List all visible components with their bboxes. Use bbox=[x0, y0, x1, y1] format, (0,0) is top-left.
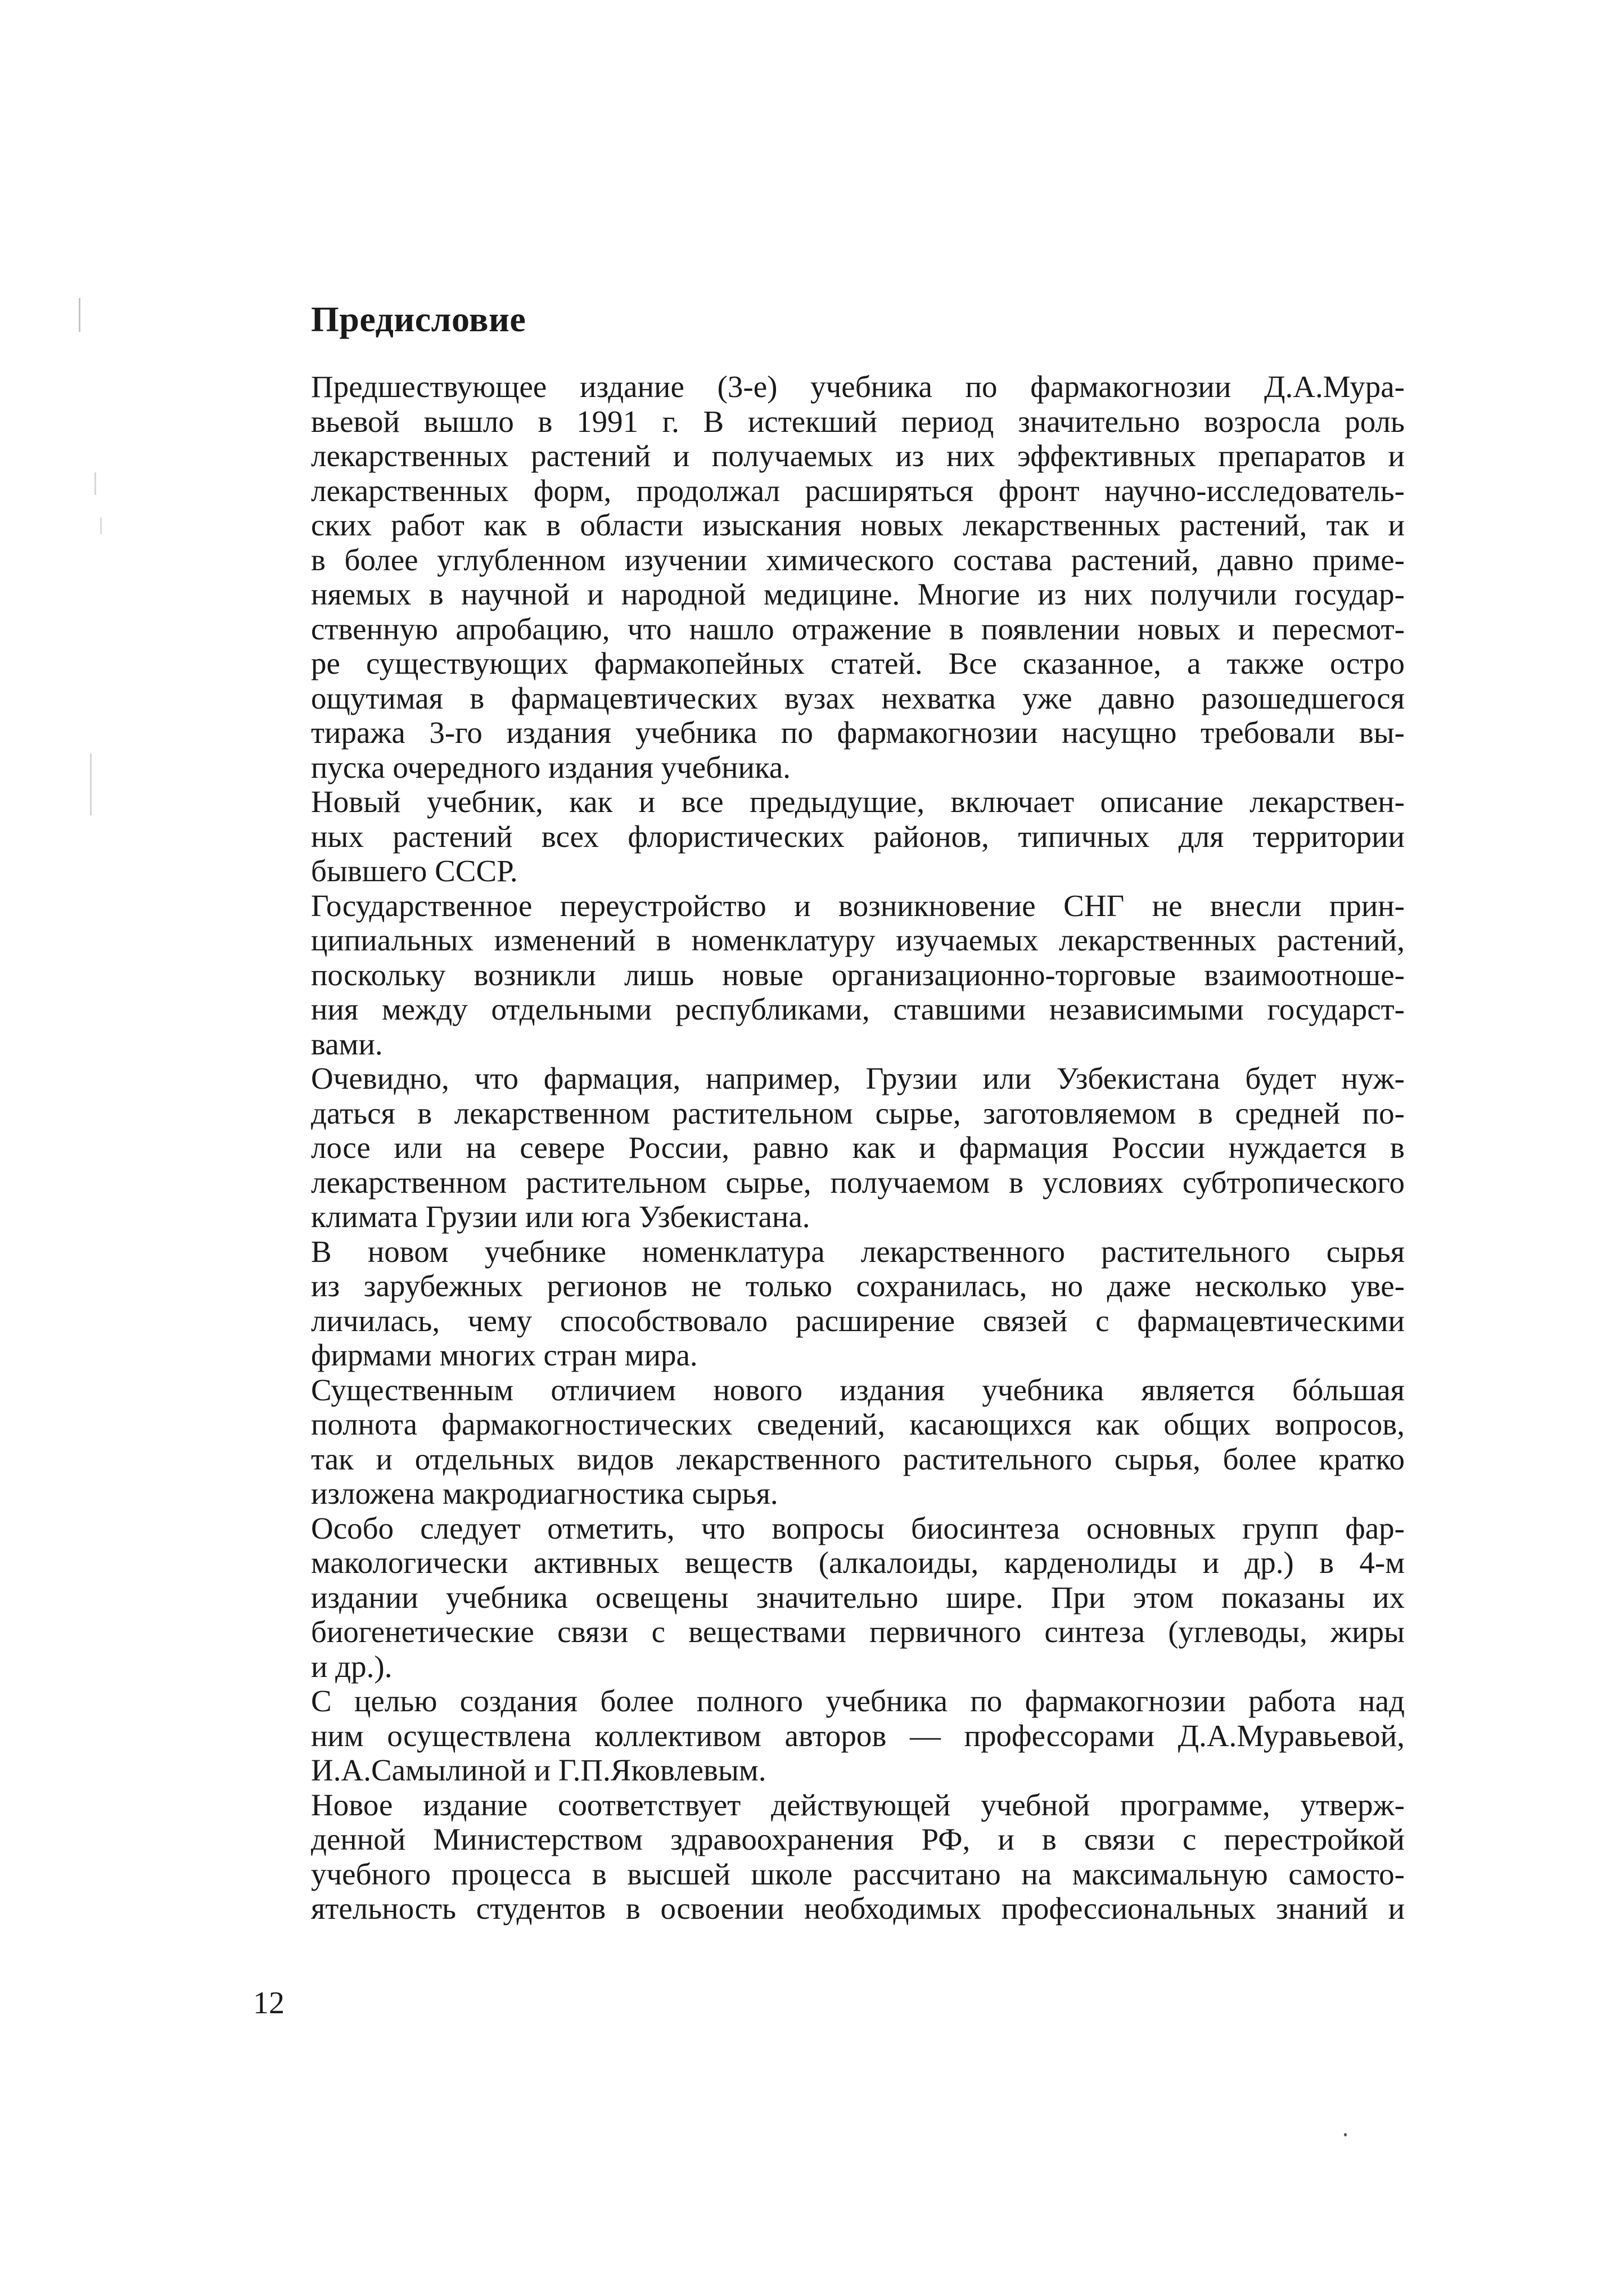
text-line: пуска очередного издания учебника. bbox=[311, 750, 791, 784]
scan-artifact bbox=[1344, 2133, 1347, 2136]
page-number: 12 bbox=[253, 1986, 285, 2021]
text-line: ре существующих фармакопейных статей. Все сказанное, а также остро bbox=[311, 646, 1405, 680]
text-line: так и отдельных видов лекарственного растительного сырья, более кратко bbox=[311, 1441, 1405, 1476]
paragraph bbox=[311, 369, 1405, 784]
scan-artifact bbox=[100, 517, 102, 534]
text-line: личилась, чему способствовало расширение связей с фармацевтическими bbox=[311, 1303, 1405, 1338]
text-line: лекарственных растений и получаемых из них эффективных препаратов и bbox=[311, 439, 1405, 473]
text-line: в более углубленном изучении химического состава растений, давно приме- bbox=[311, 542, 1405, 577]
text-line: И.А.Самылиной и Г.П.Яковлевым. bbox=[311, 1753, 766, 1787]
scan-artifact bbox=[94, 472, 96, 495]
paragraph bbox=[311, 1788, 1405, 1926]
text-line: лекарственных форм, продолжал расширяться фронт научно-исследователь- bbox=[311, 473, 1405, 508]
text-line: учебного процесса в высшей школе рассчитано на максимальную самосто- bbox=[311, 1856, 1405, 1891]
paragraph bbox=[311, 784, 1405, 889]
text-line: Предшествующее издание (3-е) учебника по фармакогнозии Д.А.Мура- bbox=[311, 369, 1405, 404]
text-line: лосе или на севере России, равно как и фармация России нуждается в bbox=[311, 1130, 1405, 1165]
paragraph bbox=[311, 1373, 1405, 1511]
text-line: Особо следует отметить, что вопросы биосинтеза основных групп фар- bbox=[311, 1511, 1405, 1545]
text-line: С целью создания более полного учебника по фармакогнозии работа над bbox=[311, 1684, 1405, 1718]
paragraph bbox=[311, 889, 1405, 1062]
text-line: денной Министерством здравоохранения РФ, и в связи с перестройкой bbox=[311, 1822, 1405, 1856]
text-line: няемых в научной и народной медицине. Многие из них получили государ- bbox=[311, 577, 1405, 611]
text-line: бывшего СССР. bbox=[311, 854, 518, 888]
text-line: ственную апробацию, что нашло отражение в появлении новых и пересмот- bbox=[311, 611, 1405, 646]
text-line: вьевой вышло в 1991 г. В истекший период значительно возросла роль bbox=[311, 404, 1405, 439]
text-line: Новое издание соответствует действующей учебной программе, утверж- bbox=[311, 1787, 1405, 1822]
text-line: В новом учебнике номенклатура лекарственного растительного сырья bbox=[311, 1234, 1405, 1269]
text-line: ятельность студентов в освоении необходимых профессиональных знаний и bbox=[311, 1891, 1405, 1926]
text-line: поскольку возникли лишь новые организационно-торговые взаимоотноше- bbox=[311, 957, 1405, 992]
text-line: фирмами многих стран мира. bbox=[311, 1338, 698, 1372]
text-line: биогенетические связи с веществами первичного синтеза (углеводы, жиры bbox=[311, 1615, 1405, 1649]
page-heading: Предисловие bbox=[311, 299, 526, 339]
text-line: издании учебника освещены значительно шире. При этом показаны их bbox=[311, 1580, 1405, 1615]
text-line: вами. bbox=[311, 1026, 383, 1061]
text-line: ципиальных изменений в номенклатуру изучаемых лекарственных растений, bbox=[311, 923, 1405, 957]
text-line: Очевидно, что фармация, например, Грузии или Узбекистана будет нуж- bbox=[311, 1061, 1405, 1095]
paragraph bbox=[311, 1511, 1405, 1684]
text-line: климата Грузии или юга Узбекистана. bbox=[311, 1200, 810, 1234]
body-text bbox=[311, 369, 1405, 1926]
text-line: ных растений всех флористических районов, типичных для территории bbox=[311, 819, 1405, 854]
text-line: лекарственном растительном сырье, получаемом в условиях субтропического bbox=[311, 1165, 1405, 1200]
paragraph bbox=[311, 1684, 1405, 1788]
text-line: ним осуществлена коллективом авторов — профессорами Д.А.Муравьевой, bbox=[311, 1718, 1405, 1753]
text-line: ских работ как в области изыскания новых лекарственных растений, так и bbox=[311, 508, 1405, 542]
paragraph bbox=[311, 1061, 1405, 1234]
text-line: даться в лекарственном растительном сырье, заготовляемом в средней по- bbox=[311, 1095, 1405, 1130]
scan-artifact bbox=[90, 754, 92, 815]
text-line: тиража 3-го издания учебника по фармакогнозии насущно требовали вы- bbox=[311, 715, 1405, 750]
text-line: ния между отдельными республиками, ставшими независимыми государст- bbox=[311, 992, 1405, 1026]
text-line: из зарубежных регионов не только сохранилась, но даже несколько уве- bbox=[311, 1269, 1405, 1303]
text-line: и др.). bbox=[311, 1649, 393, 1684]
paragraph bbox=[311, 1234, 1405, 1373]
text-line: Новый учебник, как и все предыдущие, включает описание лекарствен- bbox=[311, 784, 1405, 819]
text-line: макологически активных веществ (алкалоиды, карденолиды и др.) в 4-м bbox=[311, 1545, 1405, 1580]
scan-artifact bbox=[79, 298, 80, 332]
text-line: Государственное переустройство и возникновение СНГ не внесли прин- bbox=[311, 888, 1405, 923]
text-line: полнота фармакогностических сведений, касающихся как общих вопросов, bbox=[311, 1407, 1405, 1441]
text-line: Существенным отличием нового издания учебника является бóльшая bbox=[311, 1372, 1405, 1407]
text-line: изложена макродиагностика сырья. bbox=[311, 1476, 778, 1511]
text-line: ощутимая в фармацевтических вузах нехватка уже давно разошедшегося bbox=[311, 680, 1405, 715]
